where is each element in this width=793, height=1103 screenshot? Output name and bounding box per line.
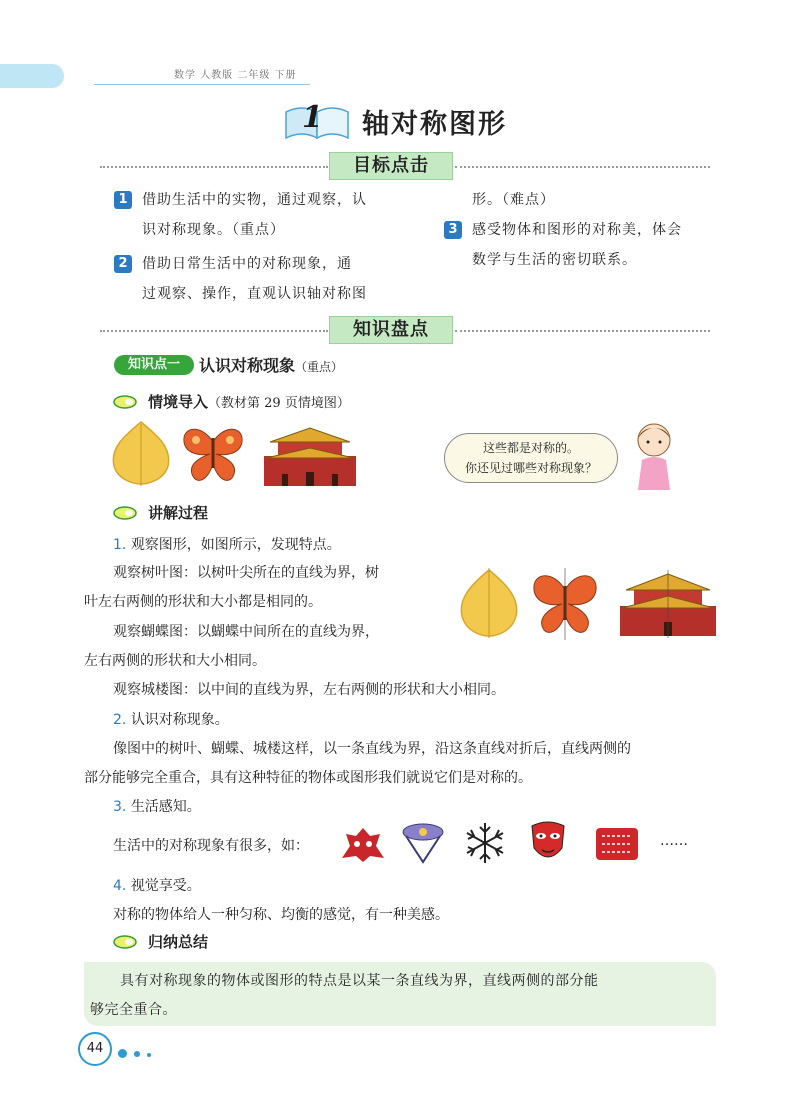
step-3-paragraph: 生活中的对称现象有很多，如： [113,838,309,854]
summary-heading: 归纳总结 [148,933,209,951]
step-3 [113,796,201,816]
intro-heading [148,391,350,412]
leaf-icon [108,418,174,488]
knowledge-point-title [199,353,343,376]
knowledge-label: 知识盘点 [329,316,453,344]
leaf-description-line2: 叶左右两侧的形状和大小都是相同的。 [84,594,322,610]
knowledge-point-title-text: 认识对称现象 [199,356,296,375]
step-2-text: 认识对称现象。 [130,712,229,728]
objective-2-line3: 形。（难点） [472,192,555,208]
step-1 [113,534,341,554]
paper-cut-red-icon [594,826,640,862]
butterfly-icon [180,422,246,486]
kite-icon [398,820,448,864]
running-head: 数学 人教版 二年级 下册 [174,70,297,81]
step-4-paragraph: 对称的物体给人一种匀称、均衡的感觉，有一种美感。 [113,907,449,923]
divider [100,330,328,332]
divider [100,166,328,168]
knowledge-point-note: （重点） [295,360,344,374]
divider [455,166,710,168]
decor-dot [118,1049,127,1058]
divider [455,330,710,332]
page-tab [0,64,64,88]
butterfly-description-line1: 观察蝴蝶图：以蝴蝶中间所在的直线为界， [113,624,379,640]
gate-tower-icon [618,566,718,638]
butterfly-icon [530,568,600,640]
step-3-number: 3. [113,799,127,815]
summary-line1: 具有对称现象的物体或图形的特点是以某一条直线为界，直线两侧的部分能 [120,973,599,989]
objective-2-line2: 过观察、操作，直观认识轴对称图 [142,286,367,302]
bullet-oval-icon [113,935,137,949]
step-4-number: 4. [113,878,127,894]
step-4 [113,875,201,895]
summary-box [84,962,716,1026]
snowflake-icon [462,820,508,866]
bullet-oval-icon [113,395,137,409]
summary-line2: 够完全重合。 [90,1002,177,1018]
objective-1-line1: 借助生活中的实物，通过观察，认 [142,192,367,208]
objective-number: 3 [444,221,462,239]
butterfly-description-line2: 左右两侧的形状和大小相同。 [84,653,266,669]
intro-heading-text: 情境导入 [148,393,209,411]
ellipsis: …… [660,833,688,849]
objective-3-line1: 感受物体和图形的对称美，体会 [472,222,682,238]
step-1-number: 1. [113,537,127,553]
step-1-text: 观察图形，如图所示，发现特点。 [130,537,341,553]
bubble-line-1: 这些都是对称的。 [482,441,579,455]
step-2 [113,709,229,729]
objective-number: 1 [114,191,132,209]
objective-3-line2: 数学与生活的密切联系。 [472,252,637,268]
speech-bubble [444,433,618,483]
step-4-text: 视觉享受。 [130,878,201,894]
header-rule [94,84,310,85]
leaf-description-line1: 观察树叶图：以树叶尖所在的直线为界，树 [113,565,379,581]
intro-note: （教材第 29 页情境图） [208,396,350,411]
gate-tower-icon [262,420,358,486]
step-3-text: 生活感知。 [130,799,201,815]
lesson-number: 1 [302,100,323,135]
objectives-label: 目标点击 [329,152,453,180]
process-heading: 讲解过程 [148,504,209,522]
decor-dot [147,1053,151,1057]
tower-description: 观察城楼图：以中间的直线为界，左右两侧的形状和大小相同。 [113,682,505,698]
decor-dot [134,1051,140,1057]
leaf-icon [456,566,522,640]
opera-mask-icon [528,818,568,866]
objective-1-line2: 识对称现象。（重点） [142,222,285,238]
bullet-oval-icon [113,506,137,520]
objective-number: 2 [114,255,132,273]
step-2-number: 2. [113,712,127,728]
knowledge-point-badge: 知识点一 [114,355,194,375]
girl-icon [628,420,680,490]
step-2-paragraph-line1: 像图中的树叶、蝴蝶、城楼这样，以一条直线为界，沿这条直线对折后，直线两侧的 [113,741,631,757]
paper-cut-icon [340,824,386,864]
step-2-paragraph-line2: 部分能够完全重合，具有这种特征的物体或图形我们就说它们是对称的。 [84,770,532,786]
bubble-line-2: 你还见过哪些对称现象？ [464,461,597,475]
lesson-title-text: 轴对称图形 [362,109,507,140]
objective-2-line1: 借助日常生活中的对称现象，通 [142,256,352,272]
page-number: 44 [78,1032,112,1066]
